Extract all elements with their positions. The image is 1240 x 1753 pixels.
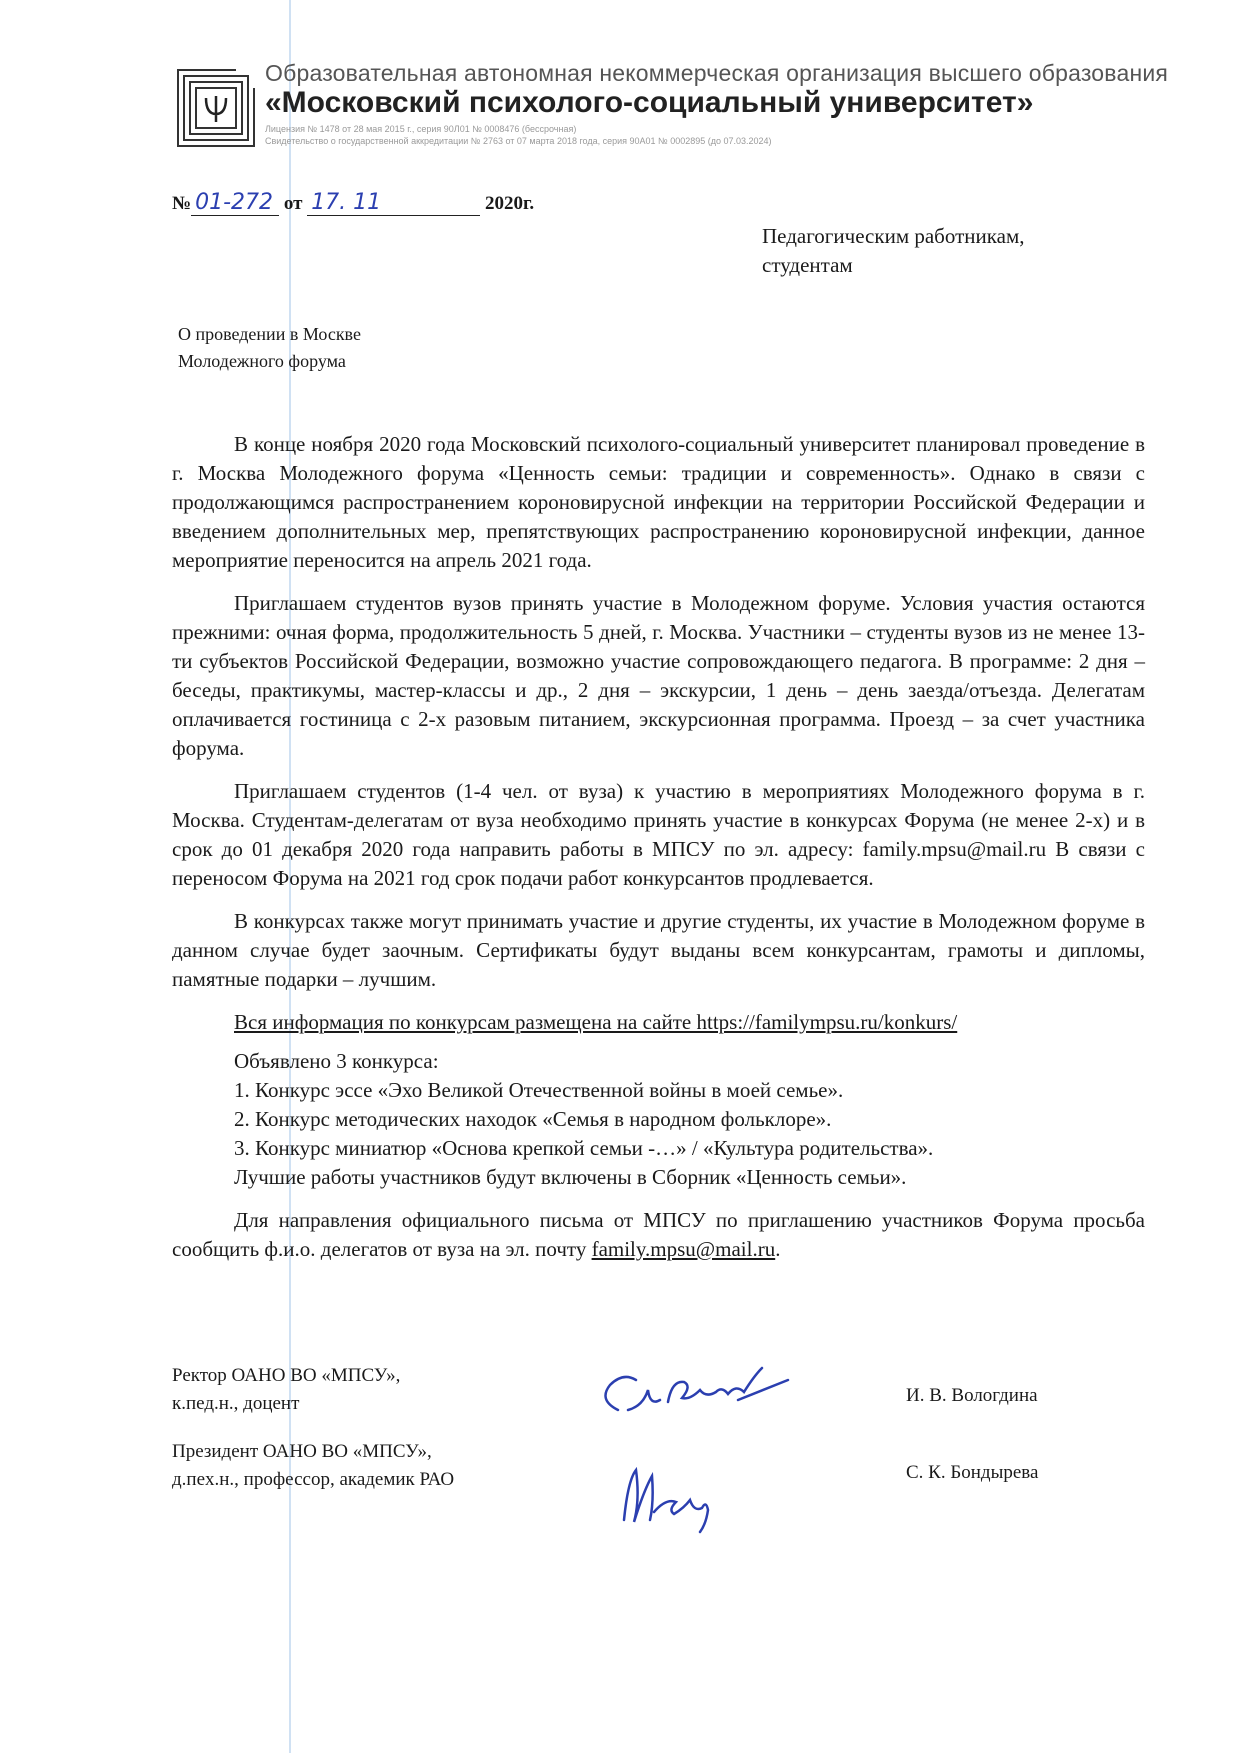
document-number: 01-272: [195, 190, 274, 215]
paragraph: Приглашаем студентов вузов принять участие в Молодежном форуме. Условия участия остаются прежними: очная форма, продолжительность 5 дней, г. Москва. Участники – студенты вузов из не менее 13-ти субъектов Российской Федерации, возможно участие сопровождающего педагога. В программе: 2 дня – беседы, практикумы, мастер-классы и др., 2 дня – экскурсии, 1 день – день заезда/отъезда. Делегатам оплачивается гостиница с 2-х разовым питанием, экскурсионная программа. Проезд – за счет участника форума.: [172, 591, 1145, 760]
contests-list: [234, 1076, 1145, 1192]
from-label: от: [283, 193, 303, 214]
signatory-title-line: Президент ОАНО ВО «МПСУ»,: [172, 1441, 432, 1462]
signatory-name: И. В. Вологдина: [906, 1385, 1038, 1406]
subject-line: Молодежного форума: [178, 351, 346, 371]
paragraph-end: .: [775, 1237, 781, 1261]
paragraph: В конце ноября 2020 года Московский психолого-социальный университет планировал проведение в г. Москва Молодежного форума «Ценность семьи: традиции и современность». Однако в связи с продолжающимся распространением короновирусной инфекции на территории Российской Федерации и введением дополнительных мер, препятствующих распространению короновирусной инфекции, данное мероприятие переносится на апрель 2021 года.: [172, 432, 1145, 572]
recipient-line: студентам: [762, 253, 853, 277]
subject-line: О проведении в Москве: [178, 324, 361, 344]
list-item: Лучшие работы участников будут включены в Сборник «Ценность семьи».: [234, 1165, 907, 1189]
subject-block: [178, 321, 478, 375]
reference-line: [172, 190, 534, 216]
handwritten-signature: [610, 1440, 830, 1540]
accreditation-line: Свидетельство о государственной аккредитации № 2763 от 07 марта 2018 года, серия 90А01 № 0002895 (до 07.03.2024): [265, 136, 772, 146]
email-link[interactable]: family.mpsu@mail.ru: [591, 1237, 776, 1261]
signatory-title: [172, 1362, 532, 1418]
paragraph: Приглашаем студентов (1-4 чел. от вуза) к участию в мероприятиях Молодежного форума в г. Москва. Студентам-делегатам от вуза необходимо принять участие в конкурсах Форума (не менее 2-х) и в срок до 01 декабря 2020 года направить работы в МПСУ по эл. адресу: family.mpsu@mail.ru В связи с переносом Форума на 2021 год срок подачи работ конкурсантов продлевается.: [172, 779, 1145, 890]
recipient-block: [762, 222, 1102, 280]
handwritten-signature: [588, 1340, 808, 1440]
site-info-line: Вся информация по конкурсам размещена на сайте https://familympsu.ru/konkurs/: [234, 1010, 958, 1034]
contests-intro: Объявлено 3 конкурса:: [234, 1049, 439, 1073]
signatory-name: С. К. Бондырева: [906, 1462, 1039, 1483]
organization-name: «Московский психолого-социальный университет»: [265, 86, 1034, 119]
psi-logo-icon: [176, 68, 256, 148]
signatory-title-line: д.пеx.н., профессор, академик РАО: [172, 1469, 455, 1490]
organization-line: Образовательная автономная некоммерческая организация высшего образования: [265, 60, 1169, 86]
paragraph-text: Для направления официального письма от МПСУ по приглашению участников Форума просьба сообщить ф.и.о. делегатов от вуза на эл. почту: [172, 1208, 1145, 1261]
document-date: 17. 11: [311, 190, 382, 215]
paragraph: В конкурсах также могут принимать участие и другие студенты, их участие в Молодежном форуме в данном случае будет заочным. Сертификаты будут выданы всем конкурсантам, грамоты и дипломы, памятные подарки – лучшим.: [172, 909, 1145, 991]
signatory-title: [172, 1438, 532, 1494]
signatory-title-line: Ректор ОАНО ВО «МПСУ»,: [172, 1365, 401, 1386]
license-line: Лицензия № 1478 от 28 мая 2015 г., серия 90Л01 № 0008476 (бессрочная): [265, 124, 577, 134]
recipient-line: Педагогическим работникам,: [762, 224, 1025, 248]
number-prefix: №: [172, 193, 192, 214]
letter-body: [172, 430, 1145, 1278]
list-item: 2. Конкурс методических находок «Семья в народном фольклоре».: [234, 1107, 832, 1131]
list-item: 1. Конкурс эссе «Эхо Великой Отечественной войны в моей семье».: [234, 1078, 844, 1102]
list-item: 3. Конкурс миниатюр «Основа крепкой семьи -…» / «Культура родительства».: [234, 1136, 934, 1160]
paragraph: [172, 1206, 1145, 1264]
document-year: 2020г.: [484, 193, 535, 214]
signatory-title-line: к.пед.н., доцент: [172, 1393, 300, 1414]
